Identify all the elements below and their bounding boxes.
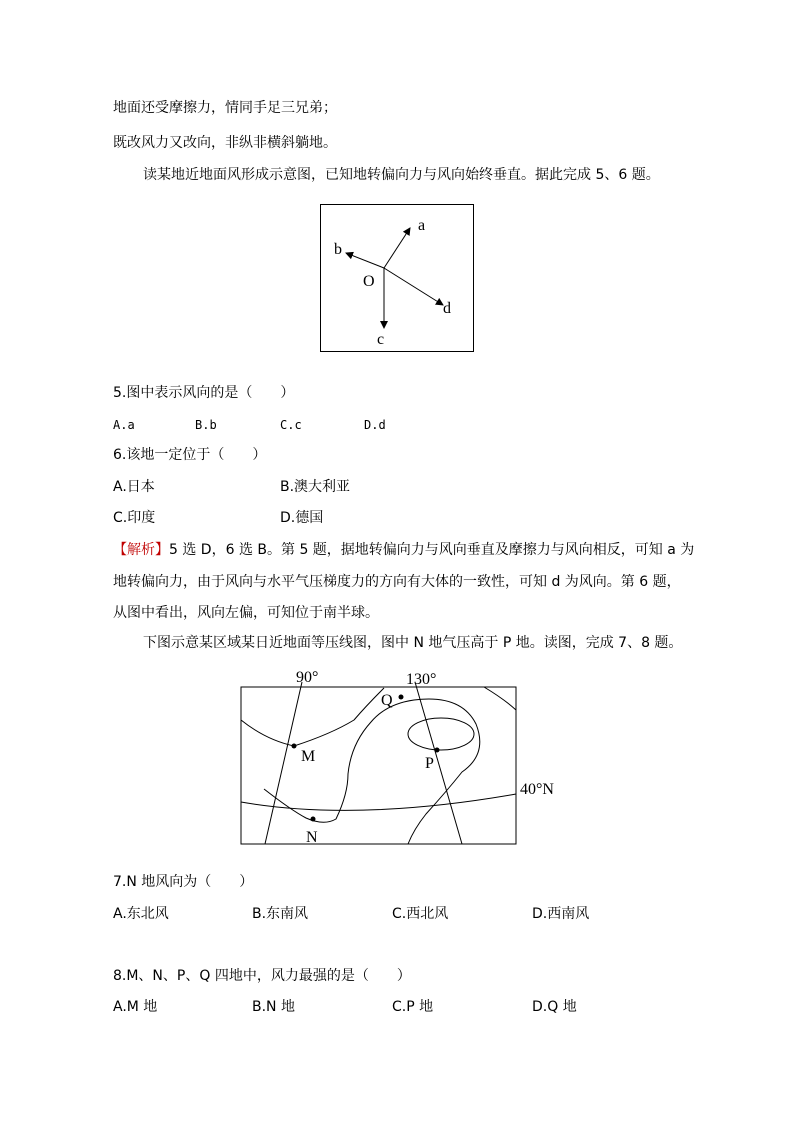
isobar-q	[484, 687, 516, 710]
label-p: P	[425, 755, 434, 772]
label-lon-130: 130°	[406, 671, 437, 688]
intro-5-6: 读某地近地面风形成示意图，已知地转偏向力与风向始终垂直。据此完成 5、6 题。	[143, 167, 660, 183]
intro-7-8: 下图示意某区域某日近地面等压线图，图中 N 地气压高于 P 地。读图，完成 7、8 题。	[143, 635, 683, 651]
map-frame	[241, 687, 516, 844]
q5-option-d: D.d	[364, 418, 386, 432]
q8-option-b: B.N 地	[252, 999, 295, 1015]
q8-option-a: A.M 地	[113, 999, 158, 1015]
q6-option-d: D.德国	[280, 510, 324, 526]
q5-stem: 5.图中表示风向的是（ ）	[113, 385, 295, 401]
q7-option-c: C.西北风	[392, 906, 449, 922]
q7-option-a: A.东北风	[113, 906, 169, 922]
q5-option-a: A.a	[113, 418, 135, 432]
label-q: Q	[381, 692, 393, 709]
arrow-b	[346, 253, 384, 268]
q5-option-c: C.c	[280, 418, 302, 432]
q7-stem: 7.N 地风向为（ ）	[113, 874, 254, 890]
diagram-frame	[321, 205, 474, 352]
poem-line-2: 既改风力又改向，非纵非横斜躺地。	[113, 135, 337, 151]
q8-stem: 8.M、N、P、Q 四地中，风力最强的是（ ）	[113, 968, 411, 984]
q8-option-c: C.P 地	[392, 999, 434, 1015]
q8-option-d: D.Q 地	[532, 999, 577, 1015]
isobar-map	[236, 664, 566, 848]
point-n	[311, 817, 316, 822]
q7-option-b: B.东南风	[252, 906, 309, 922]
isobar-p-inner	[408, 718, 474, 750]
label-lat-40n: 40°N	[520, 781, 554, 798]
label-n: N	[306, 829, 318, 846]
q6-option-c: C.印度	[113, 510, 156, 526]
q6-stem: 6.该地一定位于（ ）	[113, 447, 267, 463]
meridian-90	[265, 682, 302, 844]
arrow-d	[384, 268, 443, 305]
analysis-line-3: 从图中看出，风向左偏，可知位于南半球。	[113, 605, 379, 621]
q6-option-a: A.日本	[113, 479, 155, 495]
point-p	[435, 748, 440, 753]
label-lon-90: 90°	[296, 669, 319, 686]
label-d: d	[443, 300, 451, 317]
label-o: O	[363, 273, 375, 290]
point-m	[292, 744, 297, 749]
analysis-tag: 【解析】	[113, 542, 169, 558]
poem-line-1: 地面还受摩擦力，情同手足三兄弟；	[113, 100, 337, 116]
arrow-a	[384, 228, 410, 268]
label-m: M	[301, 748, 316, 765]
q5-option-b: B.b	[195, 418, 217, 432]
analysis-line-2: 地转偏向力，由于风向与水平气压梯度力的方向有大体的一致性，可知 d 为风向。第 6 题，	[113, 574, 681, 590]
analysis-line-1	[113, 540, 694, 560]
point-q	[399, 695, 404, 700]
q6-option-b: B.澳大利亚	[280, 479, 351, 495]
label-c: c	[377, 331, 385, 348]
isobar-m	[241, 688, 384, 746]
label-b: b	[334, 241, 342, 258]
isobar-n	[264, 699, 480, 844]
analysis-text-1: 5 选 D，6 选 B。第 5 题，据地转偏向力与风向垂直及摩擦力与风向相反，可知 a 为	[169, 542, 695, 558]
q7-option-d: D.西南风	[532, 906, 590, 922]
label-a: a	[418, 217, 426, 234]
wind-vector-diagram	[320, 204, 475, 353]
